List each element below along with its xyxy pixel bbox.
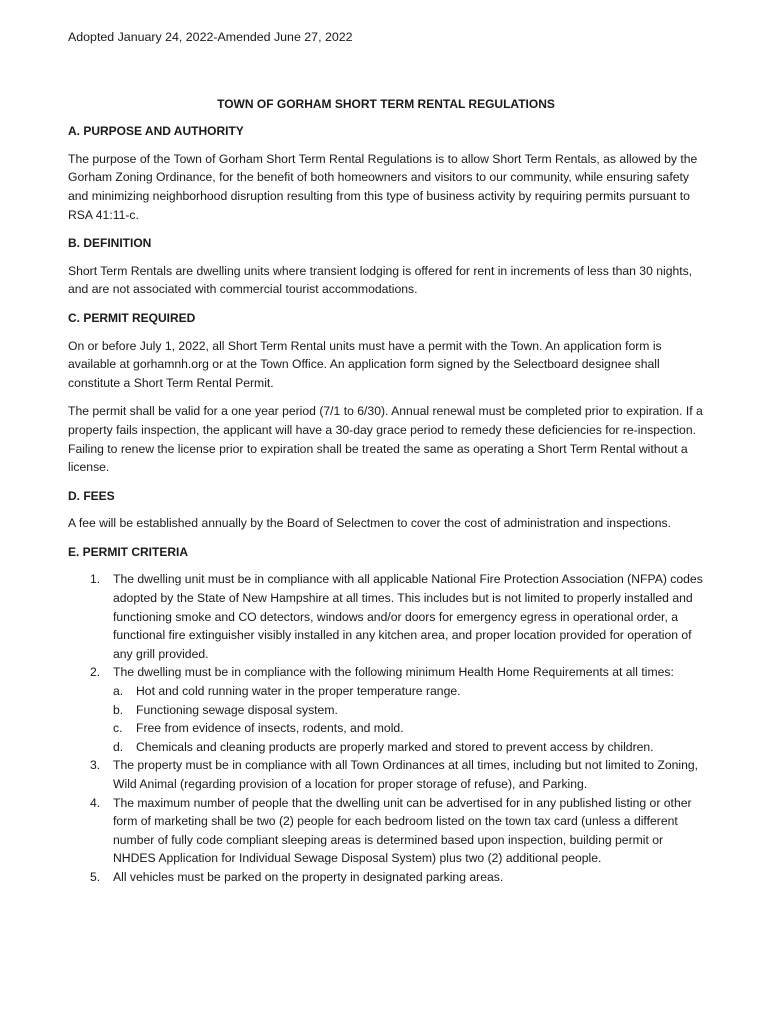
sub-item-letter: b.: [113, 702, 124, 717]
sub-item: [113, 719, 704, 738]
criteria-item: [68, 663, 704, 756]
criteria-item: [68, 868, 704, 887]
criteria-text: The dwelling must be in compliance with the following minimum Health Home Requirements at all times:: [113, 665, 674, 680]
criteria-text: All vehicles must be parked on the property in designated parking areas.: [113, 869, 504, 884]
document-title: TOWN OF GORHAM SHORT TERM RENTAL REGULATIONS: [217, 96, 555, 111]
section-d-paragraph: A fee will be established annually by the Board of Selectmen to cover the cost of administration and inspections.: [68, 516, 671, 531]
criteria-number: 2.: [90, 665, 101, 680]
criteria-number: 1.: [90, 572, 101, 587]
section-b-paragraph: Short Term Rentals are dwelling units where transient lodging is offered for rent in increments of less than 30 nights, and are not associated with commercial tourist accommodations.: [68, 263, 693, 297]
criteria-text: The dwelling unit must be in compliance with all applicable National Fire Protection Association (NFPA) codes adopted by the State of New Hampshire at all times. This includes but is not limited to properly installed and functioning smoke and CO detectors, windows and/or doors for emergency egress in operational order, a functional fire extinguisher visibly installed in any kitchen area, and proper location provided for operation of any grill provided.: [113, 572, 703, 661]
section-c-paragraph-1: On or before July 1, 2022, all Short Term Rental units must have a permit with the Town. An application form is available at gorhamnh.org or at the Town Office. An application form signed by the Selectboard designee shall constitute a Short Term Rental Permit.: [68, 338, 662, 390]
sub-item-letter: c.: [113, 721, 123, 736]
section-e-heading: E. PERMIT CRITERIA: [68, 544, 189, 559]
section-a-paragraph: The purpose of the Town of Gorham Short Term Rental Regulations is to allow Short Term Rentals, as allowed by the Gorham Zoning Ordinance, for the benefit of both homeowners and visitors to our community, while ensuring safety and minimizing neighborhood disruption resulting from this type of business activity by requiring permits pursuant to RSA 41:11-c.: [68, 151, 698, 222]
sub-item-text: Chemicals and cleaning products are properly marked and stored to prevent access by children.: [136, 739, 654, 754]
section-c-paragraph-2: The permit shall be valid for a one year period (7/1 to 6/30). Annual renewal must be completed prior to expiration. If a property fails inspection, the applicant will have a 30-day grace period to remedy these deficiencies for re-inspection. Failing to renew the license prior to expiration shall be treated the same as operating a Short Term Rental without a license.: [68, 404, 703, 475]
section-c-heading: C. PERMIT REQUIRED: [68, 310, 196, 325]
health-requirements-list: [113, 682, 704, 756]
section-d-heading: D. FEES: [68, 488, 115, 503]
criteria-item: [68, 756, 704, 793]
sub-item-letter: d.: [113, 739, 124, 754]
sub-item-text: Functioning sewage disposal system.: [136, 702, 338, 717]
sub-item: [113, 701, 704, 720]
sub-item: [113, 682, 704, 701]
criteria-text: The property must be in compliance with all Town Ordinances at all times, including but not limited to Zoning, Wild Animal (regarding provision of a location for proper storage of refuse), and Parking.: [113, 758, 699, 791]
sub-item-text: Free from evidence of insects, rodents, and mold.: [136, 721, 404, 736]
criteria-number: 3.: [90, 758, 101, 773]
criteria-number: 4.: [90, 795, 101, 810]
criteria-list: [68, 570, 704, 886]
criteria-number: 5.: [90, 869, 101, 884]
section-a-heading: A. PURPOSE AND AUTHORITY: [68, 124, 244, 139]
sub-item-letter: a.: [113, 684, 124, 699]
sub-item-text: Hot and cold running water in the proper temperature range.: [136, 684, 461, 699]
adoption-date: Adopted January 24, 2022-Amended June 27, 2022: [68, 30, 353, 44]
section-b-heading: B. DEFINITION: [68, 236, 152, 251]
criteria-item: [68, 794, 704, 868]
sub-item: [113, 738, 704, 757]
criteria-item: [68, 570, 704, 663]
criteria-text: The maximum number of people that the dwelling unit can be advertised for in any published listing or other form of marketing shall be two (2) people for each bedroom listed on the town tax card (unless a different number of fully code compliant sleeping areas is determined based upon inspection, building permit or NHDES Application for Individual Sewage Disposal System) plus two (2) additional people.: [113, 795, 692, 866]
document-page: [68, 28, 704, 887]
